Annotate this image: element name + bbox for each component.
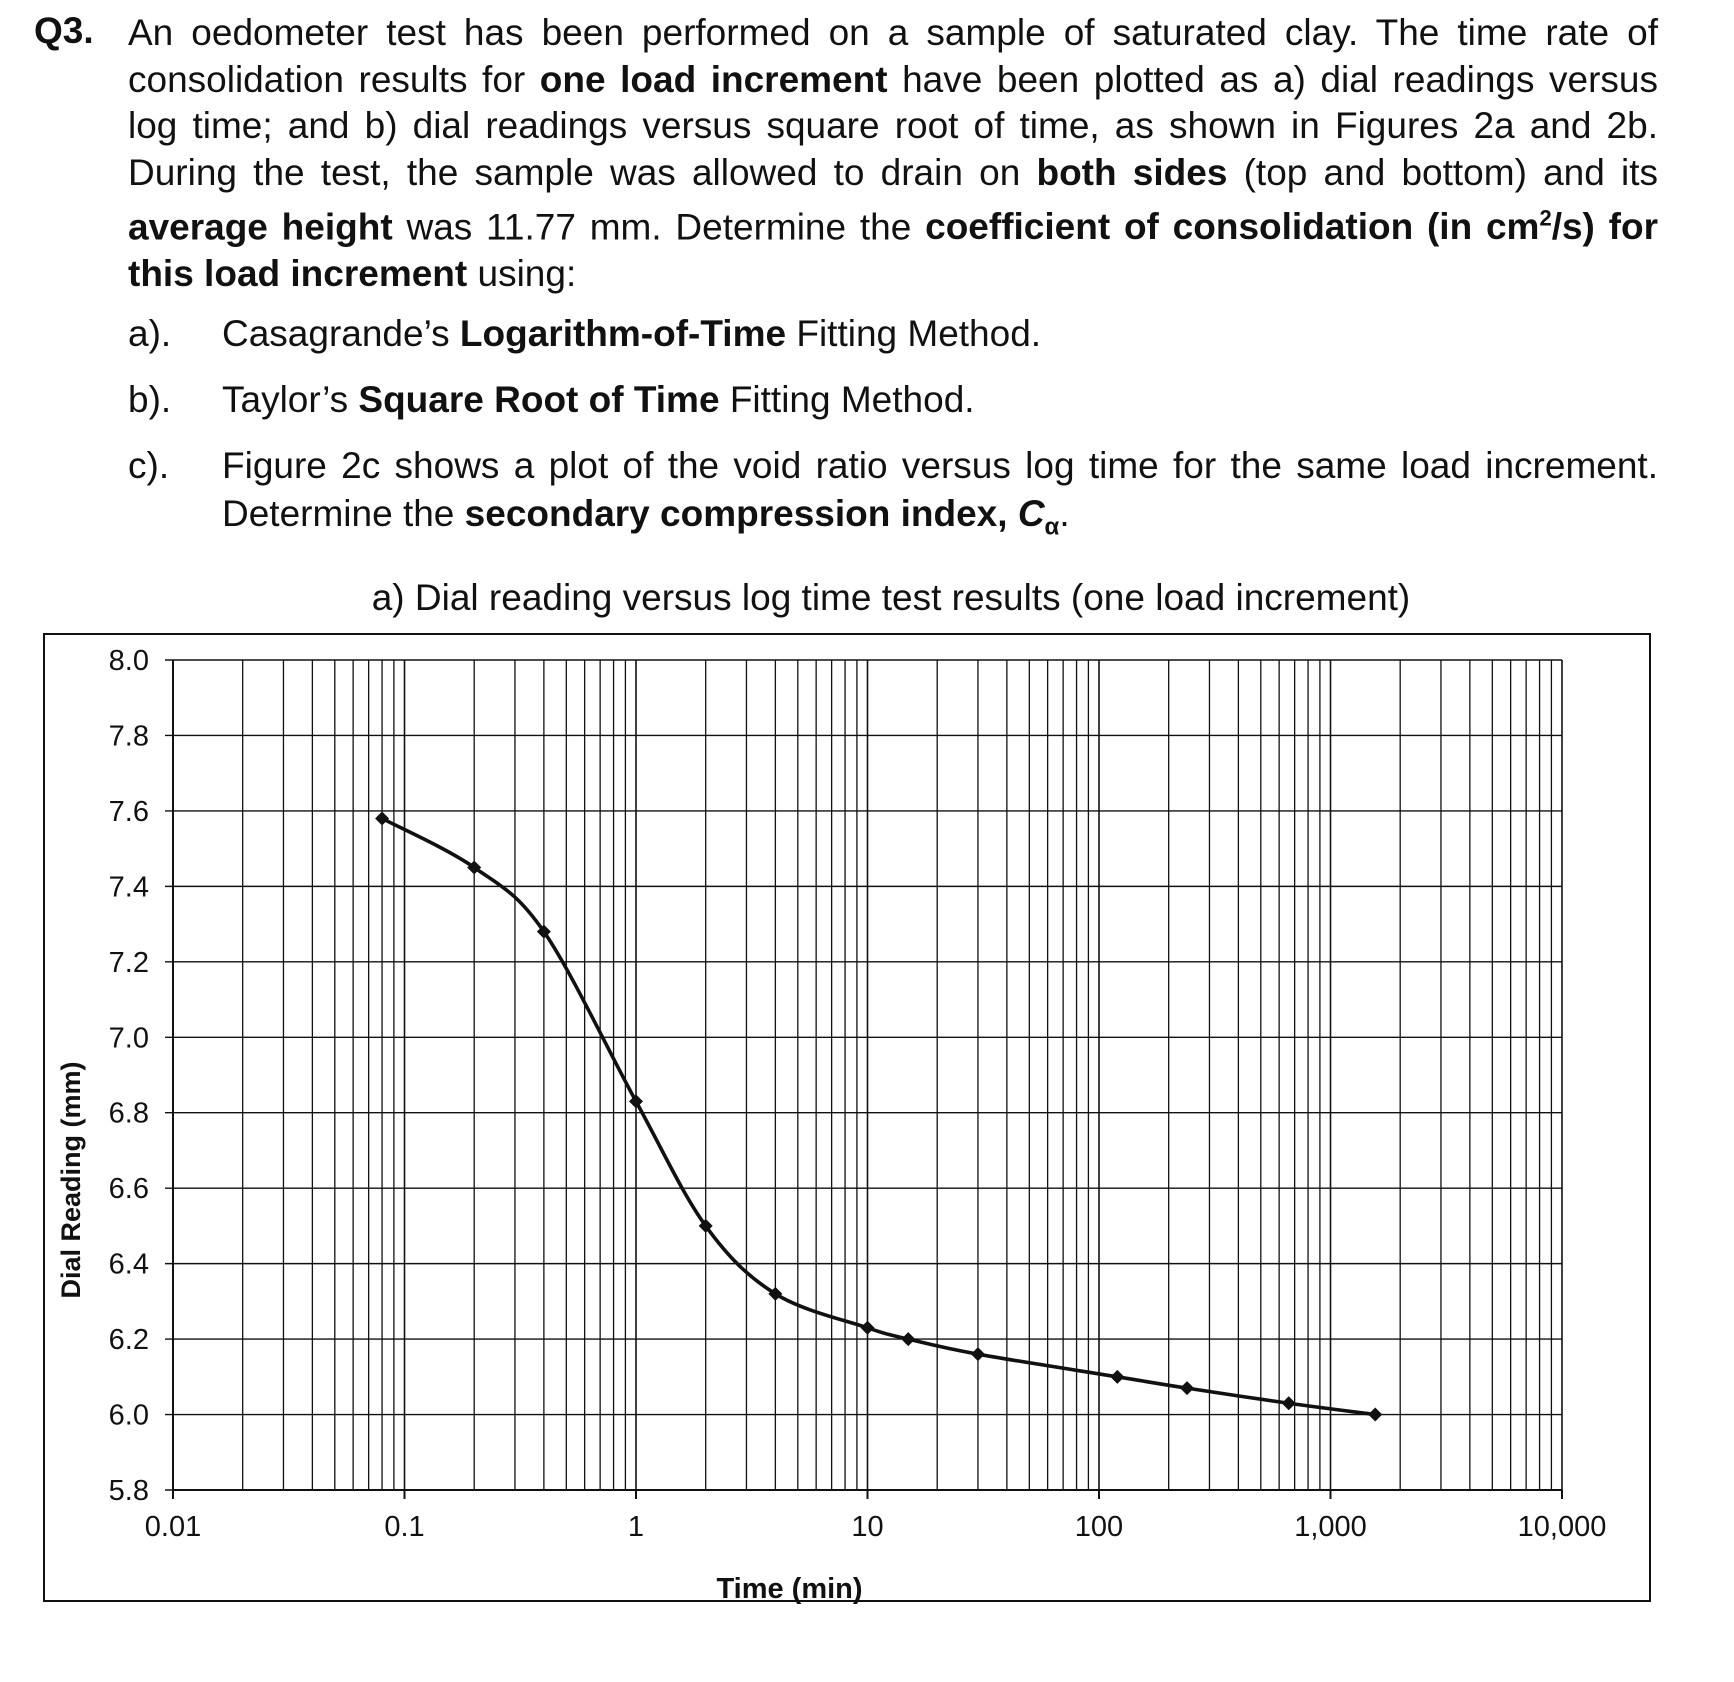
y-axis-label: Dial Reading (mm)	[56, 1061, 86, 1299]
data-point	[861, 1321, 875, 1335]
part-b-post: Fitting Method.	[719, 379, 975, 420]
question-intro-4: was 11.77 mm. Determine the	[392, 206, 926, 248]
y-tick-label: 7.8	[108, 720, 149, 753]
part-b-bold: Square Root of Time	[358, 379, 720, 420]
question-intro-3: (top and bottom) and its	[1227, 151, 1658, 193]
part-c-symbol-letter: C	[1017, 493, 1045, 534]
x-tick-label: 0.01	[144, 1511, 202, 1543]
part-b-label: b).	[128, 379, 172, 420]
x-tick-label: 10	[851, 1511, 884, 1543]
part-a-bold: Logarithm-of-Time	[459, 313, 787, 354]
data-point	[629, 1094, 643, 1108]
question-bold-4-sup: 2	[1539, 206, 1552, 231]
y-tick-label: 7.0	[108, 1022, 149, 1055]
y-tick-label: 7.2	[108, 946, 149, 979]
chart-title-text: a) Dial reading versus log time test results (one load increment)	[371, 577, 1411, 618]
question-number: Q3.	[34, 10, 94, 51]
x-tick-label: 1,000	[1294, 1511, 1367, 1543]
question-intro-5: using:	[467, 252, 577, 294]
question-intro-2: have been plotted as a) dial readings versus log time; and b) dial readings versus square root of time, as shown in Figures 2a and 2b. During the test, the sample was allowed to drain on	[128, 58, 1659, 193]
question-bold-3: average height	[128, 206, 393, 248]
part-a-label: a).	[128, 313, 172, 354]
part-c-label: c).	[128, 445, 170, 486]
data-point	[1110, 1370, 1124, 1384]
y-tick-label: 8.0	[108, 645, 149, 677]
y-tick-label: 7.6	[108, 795, 149, 828]
y-tick-label: 6.2	[108, 1324, 149, 1357]
data-point	[1180, 1381, 1194, 1395]
data-point	[1282, 1396, 1296, 1410]
y-tick-label: 6.4	[108, 1248, 149, 1281]
question-bold-4-text: coefficient of consolidation (in cm	[925, 206, 1540, 248]
data-point	[1368, 1408, 1382, 1422]
x-tick-label: 0.1	[384, 1511, 425, 1543]
part-b-pre: Taylor’s	[222, 379, 359, 420]
part-a-pre: Casagrande’s	[222, 313, 460, 354]
data-point	[901, 1332, 915, 1346]
part-a-post: Fitting Method.	[786, 313, 1042, 354]
part-c-symbol-sub: α	[1044, 513, 1060, 541]
x-tick-label: 100	[1074, 1511, 1124, 1543]
y-tick-label: 6.8	[108, 1097, 149, 1130]
x-tick-label: 10,000	[1517, 1511, 1607, 1543]
question-bold-4-end: /s) for this load increment	[128, 206, 1658, 294]
data-point	[375, 811, 389, 825]
question-intro-1: An oedometer test has been performed on a sample of saturated clay. The time rate of consolidation results for	[128, 12, 1658, 100]
part-c-bold: secondary compression index,	[464, 493, 1018, 534]
data-point	[971, 1347, 985, 1361]
part-c-pre: Figure 2c shows a plot of the void ratio versus log time for the same load increment. Determine the	[222, 445, 1658, 534]
y-tick-label: 7.4	[108, 871, 149, 904]
x-tick-label: 1	[627, 1511, 645, 1543]
y-tick-label: 5.8	[108, 1475, 149, 1507]
series-line	[382, 818, 1375, 1414]
question-bold-2: both sides	[1036, 151, 1228, 193]
x-axis-label: Time (min)	[716, 1573, 863, 1605]
part-c-post: .	[1059, 493, 1070, 534]
question-bold-1: one load increment	[539, 58, 888, 100]
y-tick-label: 6.0	[108, 1399, 149, 1432]
y-tick-label: 6.6	[108, 1173, 149, 1206]
